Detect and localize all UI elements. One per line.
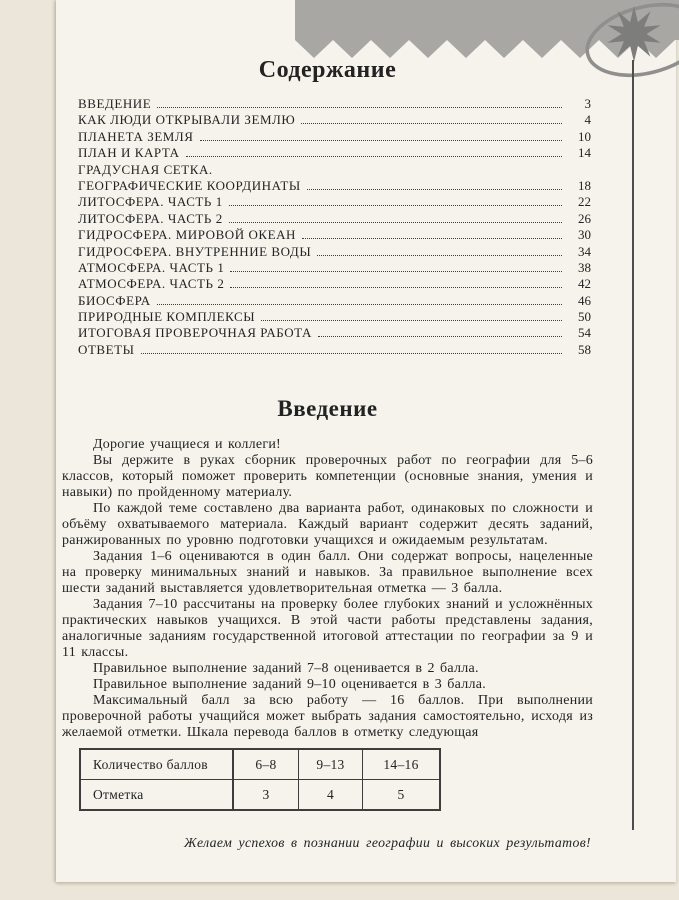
dot-leader <box>141 353 562 354</box>
table-cell: 14–16 <box>363 749 441 780</box>
toc-entry-title: ГРАДУСНАЯ СЕТКА. <box>78 161 213 177</box>
toc-entry-page: 58 <box>578 341 591 357</box>
intro-heading: Введение <box>277 396 378 422</box>
toc-entry <box>78 194 591 210</box>
dot-leader <box>230 271 562 272</box>
toc-entry <box>78 325 591 341</box>
toc-entry-page: 30 <box>578 227 591 243</box>
dot-leader <box>157 107 562 108</box>
intro-text <box>62 437 593 741</box>
toc-entry-title: ИТОГОВАЯ ПРОВЕРОЧНАЯ РАБОТА <box>78 325 312 341</box>
toc-entry-page: 4 <box>584 112 591 128</box>
toc-entry-page: 14 <box>578 145 591 161</box>
intro-paragraph: Задания 7–10 рассчитаны на проверку более глубоких знаний и усложнённых практических навыков учащихся. В этой части работы представлены задания, аналогичные заданиям государственной итоговой аттестации по географии за 9 и 11 классы. <box>62 597 593 661</box>
dot-leader <box>186 156 562 157</box>
table-row <box>80 749 440 780</box>
toc-entry <box>78 211 591 227</box>
toc-entry <box>78 276 591 292</box>
table-of-contents <box>62 96 593 358</box>
toc-entry-page: 10 <box>578 128 591 144</box>
table-cell: Количество баллов <box>80 749 233 780</box>
table-row <box>80 780 440 811</box>
intro-paragraph: Правильное выполнение заданий 7–8 оценивается в 2 балла. <box>93 661 479 677</box>
toc-entry-page: 38 <box>578 259 591 275</box>
toc-entry-title: ЛИТОСФЕРА. ЧАСТЬ 1 <box>78 194 223 210</box>
toc-entry-title: ГИДРОСФЕРА. МИРОВОЙ ОКЕАН <box>78 227 296 243</box>
toc-entry-page: 3 <box>584 96 591 111</box>
toc-entry-title: ПЛАН И КАРТА <box>78 145 180 161</box>
intro-paragraph: Правильное выполнение заданий 9–10 оценивается в 3 балла. <box>93 677 486 693</box>
dot-leader <box>230 287 562 288</box>
intro-paragraph: Дорогие учащиеся и коллеги! <box>93 437 281 453</box>
table-cell: Отметка <box>80 780 233 811</box>
toc-entry <box>78 342 591 358</box>
table-cell: 6–8 <box>233 749 299 780</box>
toc-entry <box>78 112 591 128</box>
dot-leader <box>307 189 562 190</box>
dot-leader <box>229 222 562 223</box>
toc-entry-title: ВВЕДЕНИЕ <box>78 96 152 111</box>
dot-leader <box>302 238 562 239</box>
toc-entry-title: АТМОСФЕРА. ЧАСТЬ 2 <box>78 276 225 292</box>
toc-entry-title: БИОСФЕРА <box>78 292 151 308</box>
toc-heading: Содержание <box>258 57 397 83</box>
toc-entry <box>78 227 591 243</box>
toc-entry-page: 26 <box>578 210 591 226</box>
toc-entry <box>78 260 591 276</box>
toc-entry-title: ПЛАНЕТА ЗЕМЛЯ <box>78 128 194 144</box>
table-cell: 4 <box>299 780 363 811</box>
dot-leader <box>318 336 562 337</box>
toc-entry-page: 22 <box>578 194 591 210</box>
intro-paragraph: Задания 1–6 оцениваются в один балл. Они содержат вопросы, нацеленные на проверку минимальных знаний и навыков. За правильное выполнение всех шести заданий выставляется удовлетворительная отметка — 3 балла. <box>62 549 593 597</box>
toc-entry-page: 46 <box>578 292 591 308</box>
intro-paragraph: Вы держите в руках сборник проверочных работ по географии для 5–6 классов, который поможет проверить компетенции (основные знания, умения и навыки) по пройденному материалу. <box>62 453 593 501</box>
toc-entry-page: 54 <box>578 325 591 341</box>
page-content <box>62 0 593 851</box>
toc-entry-title: ПРИРОДНЫЕ КОМПЛЕКСЫ <box>78 309 256 325</box>
intro-paragraph: По каждой теме составлено два варианта работ, одинаковых по сложности и объёму охватываемого материала. Каждый вариант содержит десять заданий, ранжированных по уровню подготовки учащихся и ожидаемым результатам. <box>62 501 593 549</box>
intro-paragraph: Максимальный балл за всю работу — 16 баллов. При выполнении проверочной работы учащийся может выбрать задания самостоятельно, исходя из желаемой отметки. Шкала перевода баллов в отметку следующая <box>62 693 593 741</box>
dot-leader <box>317 255 562 256</box>
toc-entry-page: 42 <box>578 276 591 292</box>
score-conversion-table <box>79 748 441 811</box>
toc-entry-title: ЛИТОСФЕРА. ЧАСТЬ 2 <box>78 210 223 226</box>
table-cell: 3 <box>233 780 299 811</box>
toc-entry-page: 34 <box>578 243 591 259</box>
toc-entry <box>78 96 591 112</box>
toc-entry-title: КАК ЛЮДИ ОТКРЫВАЛИ ЗЕМЛЮ <box>78 112 296 128</box>
toc-entry <box>78 244 591 260</box>
dot-leader <box>229 205 562 206</box>
toc-entry <box>78 162 591 178</box>
dot-leader <box>301 123 562 124</box>
toc-entry-title: ГИДРОСФЕРА. ВНУТРЕННИЕ ВОДЫ <box>78 243 312 259</box>
table-cell: 5 <box>363 780 441 811</box>
toc-entry-title: ОТВЕТЫ <box>78 341 135 357</box>
table-cell: 9–13 <box>299 749 363 780</box>
toc-entry <box>78 293 591 309</box>
toc-entry-title: ГЕОГРАФИЧЕСКИЕ КООРДИНАТЫ <box>78 177 301 193</box>
closing-wish-line: Желаем успехов в познании географии и высоких результатов! <box>183 835 591 851</box>
toc-entry-title: АТМОСФЕРА. ЧАСТЬ 1 <box>78 259 225 275</box>
toc-entry-page: 50 <box>578 309 591 325</box>
margin-rule-line <box>632 60 634 830</box>
toc-entry <box>78 145 591 161</box>
toc-entry <box>78 178 591 194</box>
toc-entry <box>78 129 591 145</box>
toc-entry-page: 18 <box>578 177 591 193</box>
toc-entry <box>78 309 591 325</box>
dot-leader <box>200 140 562 141</box>
dot-leader <box>157 304 562 305</box>
dot-leader <box>261 320 562 321</box>
